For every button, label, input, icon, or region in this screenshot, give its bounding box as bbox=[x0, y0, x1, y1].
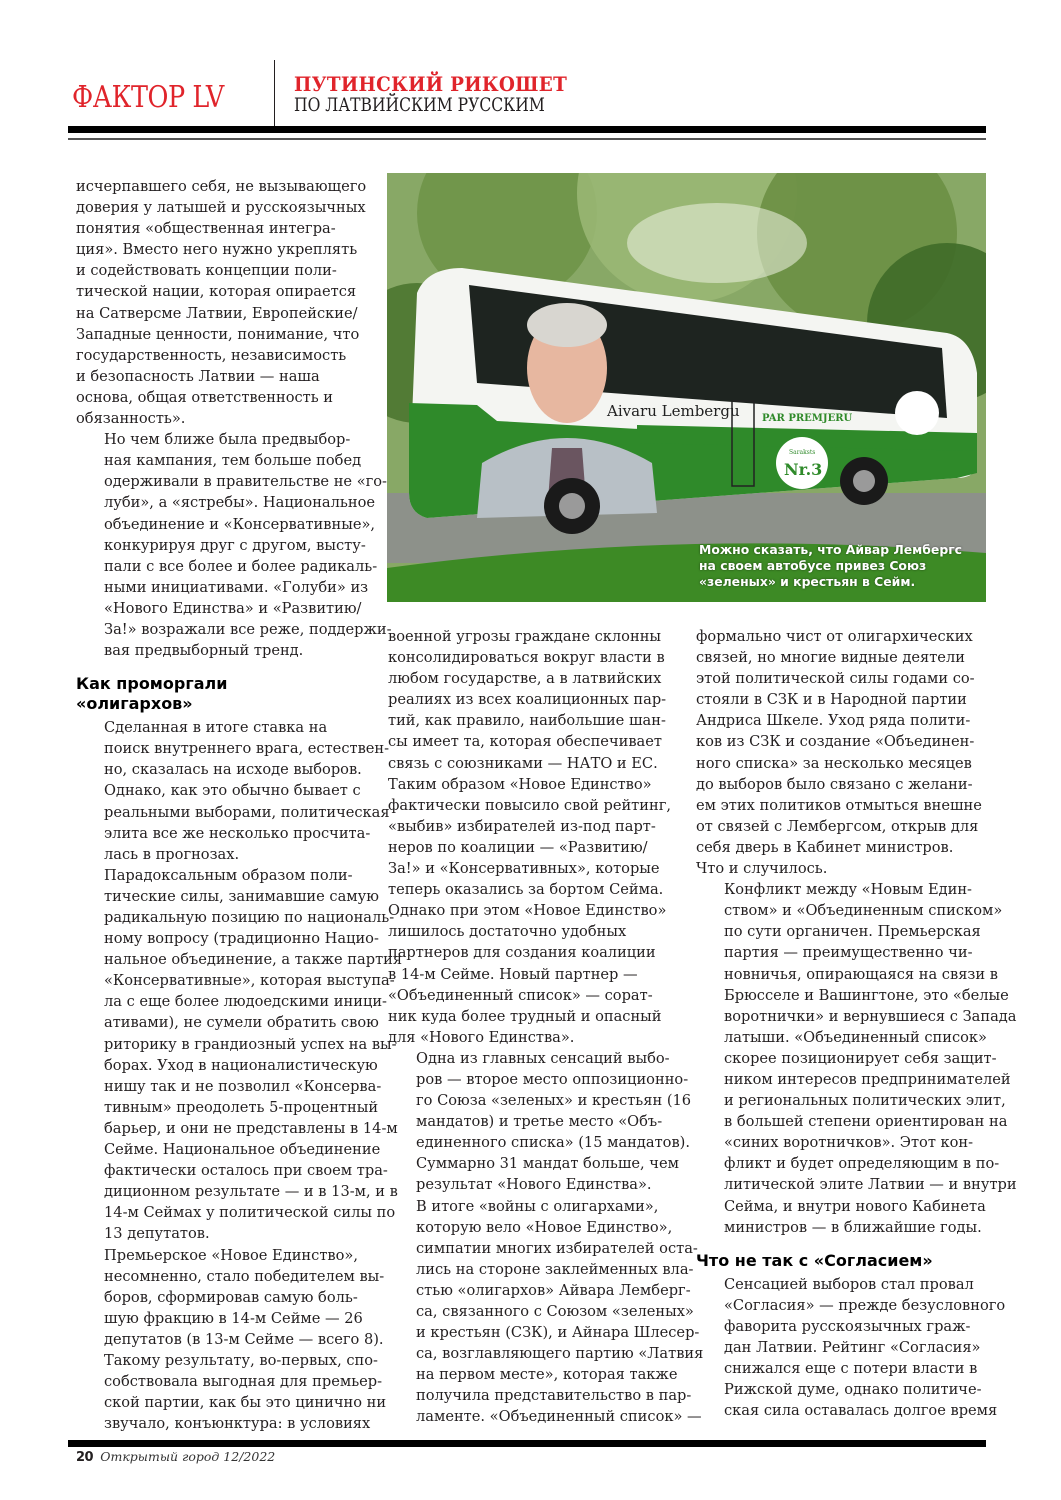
text-line: ция». Вместо него нужно укреплять bbox=[76, 241, 358, 259]
text-line: ному вопросу (традиционно Нацио- bbox=[104, 930, 379, 948]
magazine-issue: Открытый город 12/2022 bbox=[100, 1449, 276, 1464]
text-line: радикальную позицию по националь- bbox=[104, 909, 395, 926]
text-line: связей, но многие видные деятели bbox=[696, 649, 965, 667]
text-line: Однако, как это обычно бывает с bbox=[104, 782, 361, 800]
text-line: ного списка» за несколько месяцев bbox=[696, 754, 972, 772]
article-title: ПУТИНСКИЙ РИКОШЕТ bbox=[294, 72, 568, 96]
text-line: ник куда более трудный и опасный bbox=[388, 1007, 662, 1025]
text-line: ская сила оставалась долгое время bbox=[724, 1402, 998, 1420]
text-line: «Нового Единства» и «Развитию/ bbox=[104, 599, 362, 617]
bus-badge-label: Saraksts bbox=[789, 449, 816, 456]
text-line: конкурируя друг с другом, высту- bbox=[104, 536, 366, 554]
text-line: и безопасность Латвии — наша bbox=[76, 367, 320, 385]
text-line: нальное объединение, а также партия bbox=[104, 951, 403, 969]
paragraph bbox=[696, 626, 982, 879]
photo-caption bbox=[699, 542, 979, 590]
header-rule-thin bbox=[68, 138, 986, 140]
text-line: Андриса Шкеле. Уход ряда полити- bbox=[696, 712, 971, 730]
text-line: 13 депутатов. bbox=[104, 1225, 210, 1243]
text-line: понятия «общественная интегра- bbox=[76, 220, 336, 238]
paragraph bbox=[76, 176, 372, 429]
text-line: воротнички» и вернувшиеся с Запада bbox=[724, 1007, 1017, 1025]
text-line: тий, как правило, наибольшие шан- bbox=[388, 712, 666, 730]
text-line: Брюсселе и Вашингтоне, это «белые bbox=[724, 986, 1009, 1004]
text-line: партия — преимущественно чи- bbox=[724, 944, 973, 962]
text-line: «зеленых» и крестьян в Сейм. bbox=[699, 574, 916, 589]
text-line: мандатов) и третье место «Объ- bbox=[416, 1113, 663, 1131]
text-line: которую вело «Новое Единство», bbox=[416, 1218, 673, 1236]
text-line: для «Нового Единства». bbox=[388, 1028, 575, 1046]
text-line: любом государстве, а в латвийских bbox=[388, 670, 662, 688]
text-line: «Консервативные», которая выступа- bbox=[104, 972, 395, 990]
text-line: военной угрозы граждане склонны bbox=[388, 628, 662, 645]
text-line: лишилось достаточно удобных bbox=[388, 923, 627, 941]
paragraph bbox=[696, 1274, 1006, 1422]
text-line: до выборов было связано с желани- bbox=[696, 775, 973, 793]
text-line: формально чист от олигархических bbox=[696, 628, 973, 645]
header-rule-thick bbox=[68, 126, 986, 133]
page-number: 20 bbox=[76, 1450, 94, 1465]
paragraph bbox=[76, 717, 390, 865]
footer-rule bbox=[68, 1440, 986, 1447]
text-line: ативами), не сумели обратить свою bbox=[104, 1014, 379, 1032]
text-line: ков из СЗК и создание «Объединен- bbox=[696, 733, 975, 751]
text-line: Одна из главных сенсаций выбо- bbox=[416, 1049, 670, 1067]
text-line: в 14-м Сейме. Новый партнер — bbox=[388, 965, 638, 983]
text-line: объединение и «Консервативные», bbox=[104, 515, 376, 533]
text-line: фактически повысило свой рейтинг, bbox=[388, 796, 671, 814]
text-line: Парадоксальным образом поли- bbox=[104, 866, 353, 884]
text-line: консолидироваться вокруг власти в bbox=[388, 649, 665, 667]
text-line: и содействовать концепции поли- bbox=[76, 262, 337, 280]
text-line: обязанность». bbox=[76, 410, 186, 428]
text-line: Сделанная в итоге ставка на bbox=[104, 719, 328, 737]
text-line: одерживали в правительстве не «го- bbox=[104, 473, 387, 491]
text-line: новничья, опирающаяся на связи в bbox=[724, 965, 998, 983]
text-line: тивным» преодолеть 5-процентный bbox=[104, 1098, 379, 1116]
subheading-oligarchs bbox=[76, 674, 372, 714]
text-line: элита все же несколько просчита- bbox=[104, 824, 371, 842]
bus-name-text: Aivaru Lembergu bbox=[607, 402, 740, 420]
bus-badge-number: Nr.3 bbox=[784, 460, 823, 479]
text-line: поиск внутреннего врага, естествен- bbox=[104, 740, 390, 758]
paragraph bbox=[388, 1196, 704, 1428]
text-line: лась в прогнозах. bbox=[104, 845, 240, 863]
text-line: «Согласия» — прежде безусловного bbox=[724, 1296, 1006, 1314]
text-line: Сейма, и внутри нового Кабинета bbox=[724, 1197, 986, 1215]
text-line: стояли в СЗК и в Народной партии bbox=[696, 691, 967, 709]
text-line: этой политической силы годами со- bbox=[696, 670, 975, 688]
text-line: результат «Нового Единства». bbox=[416, 1176, 652, 1194]
bus-text-layer bbox=[387, 173, 986, 602]
subheading-soglasie: Что не так с «Согласием» bbox=[696, 1250, 933, 1270]
text-line: скорее позиционирует себя защит- bbox=[724, 1049, 997, 1067]
text-line: ником интересов предпринимателей bbox=[724, 1070, 1011, 1088]
text-line: ламенте. «Объединенный список» — bbox=[416, 1408, 702, 1426]
text-line: себя дверь в Кабинет министров. bbox=[696, 838, 954, 856]
text-line: риторику в грандиозный успех на вы- bbox=[104, 1035, 397, 1053]
text-line: За!» возражали все реже, поддержи- bbox=[104, 620, 392, 638]
text-line: Такому результату, во-первых, спо- bbox=[104, 1351, 378, 1369]
column-2 bbox=[388, 626, 704, 1428]
text-line: связь с союзниками — НАТО и ЕС. bbox=[388, 754, 658, 772]
text-line: Можно сказать, что Айвар Лембергс bbox=[699, 542, 963, 557]
text-line: луби», а «ястребы». Национальное bbox=[104, 494, 376, 512]
text-line: Конфликт между «Новым Един- bbox=[724, 881, 972, 899]
text-line: и региональных политических элит, bbox=[724, 1092, 1006, 1110]
text-line: барьер, и они не представлены в 14-м bbox=[104, 1119, 398, 1137]
text-line: несомненно, стало победителем вы- bbox=[104, 1267, 385, 1285]
text-line: «синих воротничков». Этот кон- bbox=[724, 1134, 974, 1152]
text-line: нишу так и не позволил «Консерва- bbox=[104, 1077, 382, 1095]
text-line: са, связанного с Союзом «зеленых» bbox=[416, 1303, 694, 1320]
text-line: исчерпавшего себя, не вызывающего bbox=[76, 178, 367, 195]
paragraph bbox=[388, 1048, 692, 1196]
text-line: на первом месте», которая также bbox=[416, 1366, 678, 1384]
text-line: звучало, конъюнктура: в условиях bbox=[104, 1415, 371, 1433]
text-line: «олигархов» bbox=[76, 694, 193, 714]
text-line: Суммарно 31 мандат больше, чем bbox=[416, 1155, 679, 1173]
text-line: Таким образом «Новое Единство» bbox=[388, 775, 652, 793]
text-line: ством» и «Объединенным списком» bbox=[724, 902, 1003, 920]
text-line: Рижской думе, однако политиче- bbox=[724, 1381, 982, 1399]
text-line: ем этих политиков отмыться внешне bbox=[696, 796, 982, 814]
text-line: единенного списка» (15 мандатов). bbox=[416, 1134, 690, 1152]
text-line: Сенсацией выборов стал провал bbox=[724, 1275, 974, 1293]
text-line: са, возглавляющего партию «Латвия bbox=[416, 1345, 704, 1363]
text-line: от связей с Лембергсом, открыв для bbox=[696, 817, 979, 835]
text-line: на Сатверсме Латвии, Европейские/ bbox=[76, 304, 358, 322]
text-line: латыши. «Объединенный список» bbox=[724, 1028, 987, 1046]
text-line: тические силы, занимавшие самую bbox=[104, 887, 379, 905]
bus-photo bbox=[387, 173, 986, 602]
header-divider bbox=[274, 60, 275, 130]
text-line: шую фракцию в 14-м Сейме — 26 bbox=[104, 1309, 363, 1327]
text-line: министров — в ближайшие годы. bbox=[724, 1218, 982, 1236]
text-line: сы имеет та, которая обеспечивает bbox=[388, 733, 662, 751]
text-line: дан Латвии. Рейтинг «Согласия» bbox=[724, 1339, 981, 1356]
text-line: боров, сформировав самую боль- bbox=[104, 1288, 358, 1306]
text-line: но, сказалась на исходе выборов. bbox=[104, 761, 362, 779]
text-line: В итоге «войны с олигархами», bbox=[416, 1197, 659, 1215]
text-line: по сути органичен. Премьерская bbox=[724, 923, 981, 941]
text-line: доверия у латышей и русскоязычных bbox=[76, 199, 366, 217]
text-line: За!» и «Консервативных», которые bbox=[388, 860, 660, 878]
text-line: тической нации, которая опирается bbox=[76, 283, 357, 301]
text-line: снижался еще с потери власти в bbox=[724, 1360, 978, 1378]
paragraph bbox=[76, 429, 392, 661]
page-footer bbox=[76, 1449, 275, 1465]
paragraph bbox=[696, 879, 1017, 1238]
text-line: депутатов (в 13-м Сейме — всего 8). bbox=[104, 1330, 384, 1348]
bus-slogan-text: PAR PREMJERU bbox=[762, 413, 853, 424]
text-line: стью «олигархов» Айвара Лемберг- bbox=[416, 1281, 691, 1299]
text-line: Премьерское «Новое Единство», bbox=[104, 1246, 358, 1264]
text-line: Как проморгали bbox=[76, 674, 228, 694]
text-line: Западные ценности, понимание, что bbox=[76, 325, 360, 343]
text-line: Но чем ближе была предвыбор- bbox=[104, 431, 351, 449]
text-line: ными инициативами. «Голуби» из bbox=[104, 578, 369, 596]
text-line: фликт и будет определяющим в по- bbox=[724, 1155, 1000, 1173]
page-header bbox=[72, 70, 987, 132]
column-1 bbox=[76, 176, 403, 1434]
text-line: диционном результате — и в 13-м, и в bbox=[104, 1183, 398, 1201]
paragraph bbox=[76, 865, 403, 1245]
text-line: реальными выборами, политическая bbox=[104, 803, 390, 821]
text-line: ской партии, как бы это цинично ни bbox=[104, 1394, 387, 1412]
text-line: Что и случилось. bbox=[696, 860, 828, 878]
paragraph bbox=[76, 1245, 387, 1435]
text-line: фаворита русскоязычных граж- bbox=[724, 1317, 971, 1335]
paragraph bbox=[388, 626, 671, 1048]
text-line: теперь оказались за бортом Сейма. bbox=[388, 881, 664, 899]
text-line: на своем автобусе привез Союз bbox=[699, 558, 927, 573]
text-line: «Объединенный список» — сорат- bbox=[388, 986, 653, 1004]
text-line: основа, общая ответственность и bbox=[76, 388, 334, 406]
column-3 bbox=[696, 626, 1017, 1421]
text-line: в большей степени ориентирован на bbox=[724, 1113, 1008, 1131]
text-line: борах. Уход в националистическую bbox=[104, 1056, 378, 1074]
text-line: го Союза «зеленых» и крестьян (16 bbox=[416, 1092, 692, 1110]
text-line: партнеров для создания коалиции bbox=[388, 944, 656, 962]
text-line: «выбив» избирателей из-под парт- bbox=[388, 817, 656, 835]
text-line: государственность, независимость bbox=[76, 346, 347, 364]
article-subtitle: ПО ЛАТВИЙСКИМ РУССКИМ bbox=[294, 94, 545, 116]
text-line: ная кампания, тем больше побед bbox=[104, 452, 362, 470]
text-line: и крестьян (СЗК), и Айнара Шлесер- bbox=[416, 1324, 700, 1342]
text-line: пали с все более и более радикаль- bbox=[104, 557, 378, 575]
text-line: собствовала выгодная для премьер- bbox=[104, 1373, 383, 1391]
text-line: фактически осталось при своем тра- bbox=[104, 1162, 388, 1180]
text-line: реалиях из всех коалиционных пар- bbox=[388, 691, 667, 709]
section-rubric: ФАКТОР LV bbox=[72, 80, 224, 115]
text-line: неров по коалиции — «Развитию/ bbox=[388, 838, 648, 856]
text-line: лись на стороне заклейменных вла- bbox=[416, 1260, 694, 1278]
text-line: симпатии многих избирателей оста- bbox=[416, 1239, 698, 1257]
text-line: ров — второе место оппозиционно- bbox=[416, 1070, 689, 1088]
text-line: вая предвыборный тренд. bbox=[104, 642, 304, 660]
text-line: литической элите Латвии — и внутри bbox=[724, 1176, 1017, 1194]
text-line: 14-м Сеймах у политической силы по bbox=[104, 1204, 396, 1222]
text-line: Однако при этом «Новое Единство» bbox=[388, 902, 667, 920]
text-line: Сейме. Национальное объединение bbox=[104, 1141, 381, 1159]
text-line: ла с еще более людоедскими иници- bbox=[104, 993, 387, 1011]
text-line: получила представительство в пар- bbox=[416, 1387, 692, 1405]
